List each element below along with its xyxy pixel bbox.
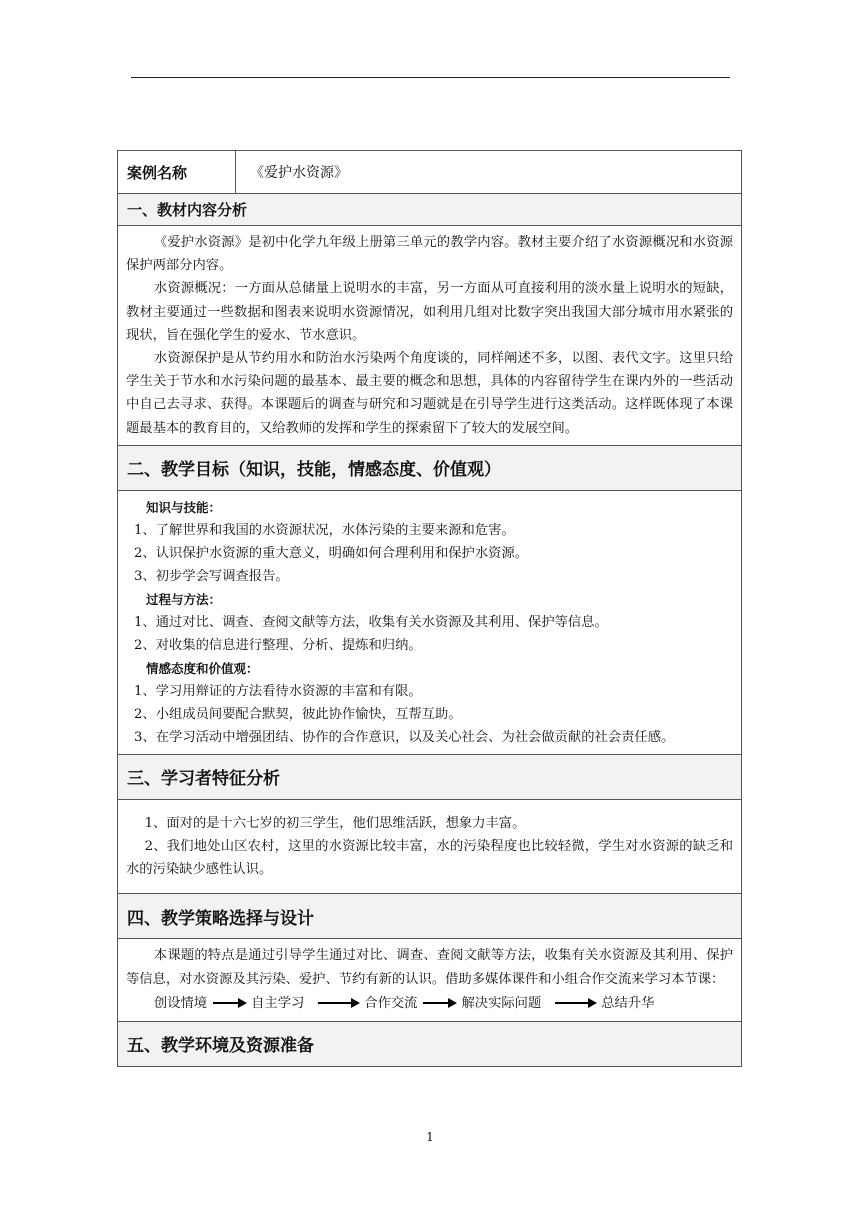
goal-item: 1、了解世界和我国的水资源状况，水体污染的主要来源和危害。: [133, 522, 515, 538]
section-title-environment-resources: 五、教学环境及资源准备: [118, 1021, 742, 1066]
paragraph: 1、面对的是十六七岁的初三学生，他们思维活跃，想象力丰富。: [144, 815, 526, 831]
paragraph: 《爱护水资源》是初中化学九年级上册第三单元的教学内容。教材主要介绍了水资源概况和水资源保护两部分内容。: [126, 235, 733, 274]
arrow-right-icon: [213, 998, 247, 1008]
goal-item: 2、认识保护水资源的重大意义，明确如何合理利用和保护水资源。: [133, 545, 529, 561]
goal-group-heading: 情感态度和价值观：: [146, 660, 259, 676]
learner-analysis-body: [118, 799, 742, 894]
section-title-material-analysis: 一、教材内容分析: [118, 194, 742, 226]
section-title-teaching-goals: 二、教学目标（知识，技能，情感态度、价值观）: [118, 445, 742, 490]
goal-item: 3、初步学会写调查报告。: [133, 568, 289, 584]
goal-group-heading: 知识与技能：: [146, 499, 222, 515]
paragraph: 水资源概况：一方面从总储量上说明水的丰富，另一方面从可直接利用的淡水量上说明水的短缺，教材主要通过一些数据和图表来说明水资源情况，如利用几组对比数字突出我国大部分城市用水紧张的现状，旨在强化学生的爱水、节水意识。: [126, 281, 733, 343]
flow-step: 合作交流: [364, 995, 418, 1011]
section-title-teaching-strategy: 四、教学策略选择与设计: [118, 894, 742, 939]
goal-group-heading: 过程与方法：: [146, 591, 222, 607]
flow-step: 创设情境: [153, 995, 208, 1011]
material-analysis-body: [118, 226, 742, 446]
arrow-right-icon: [423, 998, 457, 1008]
goal-item: 1、学习用辩证的方法看待水资源的丰富和有限。: [133, 683, 422, 699]
paragraph: 本课题的特点是通过引导学生通过对比、调查、查阅文献等方法，收集有关水资源及其利用、保护等信息，对水资源及其污染、爱护、节约有新的认识。借助多媒体课件和小组合作交流来学习本节课：: [126, 948, 733, 987]
header-rule: [131, 77, 730, 78]
goal-item: 1、通过对比、调查、查阅文献等方法，收集有关水资源及其利用、保护等信息。: [133, 614, 608, 630]
teaching-flow: [126, 991, 733, 1016]
section-title-learner-analysis: 三、学习者特征分析: [118, 754, 742, 799]
case-name-row: [118, 151, 742, 194]
flow-step: 解决实际问题: [461, 995, 542, 1011]
goal-item: 2、小组成员间要配合默契，彼此协作愉快，互帮互助。: [133, 706, 462, 722]
goal-item: 3、在学习活动中增强团结、协作的合作意识，以及关心社会、为社会做贡献的社会责任感。: [133, 729, 675, 745]
teaching-strategy-body: [118, 939, 742, 1021]
page-number: 1: [426, 1130, 434, 1144]
teaching-goals-body: [118, 490, 742, 754]
paragraph: 水资源保护是从节约用水和防治水污染两个角度谈的，同样阐述不多，以图、表代文字。这里只给学生关于节水和水污染问题的最基本、最主要的概念和思想，具体的内容留待学生在课内外的一些活动中自己去寻求、获得。本课题后的调查与研究和习题就是在引导学生进行这类活动。这样既体现了本课题最基本的教育目的，又给教师的发挥和学生的探索留下了较大的发展空间。: [126, 351, 733, 436]
goal-item: 2、对收集的信息进行整理、分析、提炼和归纳。: [133, 637, 422, 653]
arrow-right-icon: [555, 998, 597, 1008]
case-name-label: 案例名称: [118, 151, 236, 194]
arrow-right-icon: [318, 998, 360, 1008]
case-name-value: 《爱护水资源》: [236, 151, 742, 194]
flow-step: 总结升华: [601, 995, 655, 1011]
lesson-plan-table: [117, 150, 742, 1067]
paragraph: 2、我们地处山区农村，这里的水资源比较丰富，水的污染程度也比较轻微，学生对水资源的缺乏和水的污染缺少感性认识。: [126, 839, 733, 878]
flow-step: 自主学习: [251, 995, 305, 1011]
